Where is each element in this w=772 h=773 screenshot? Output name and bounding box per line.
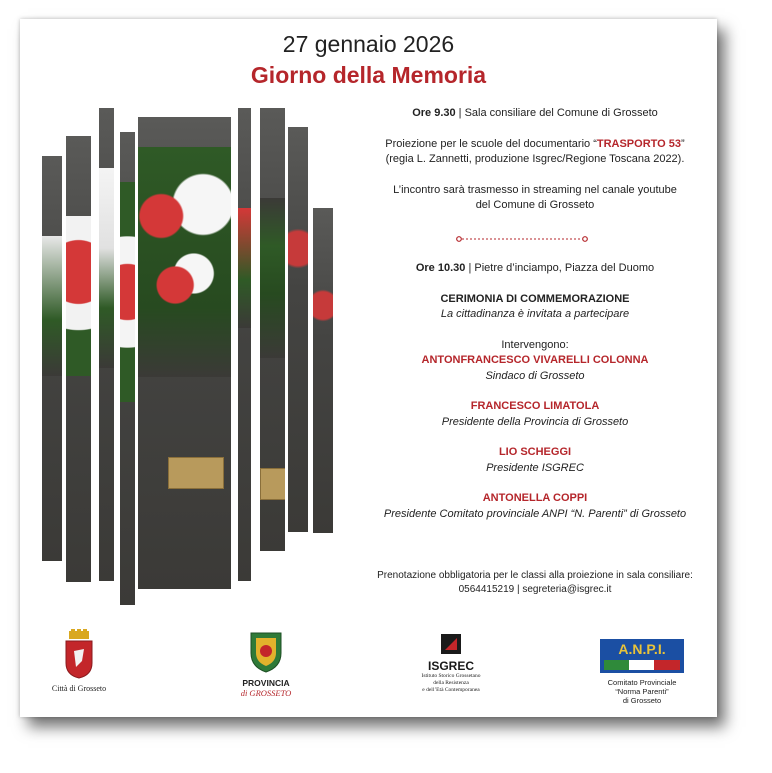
event2-block (360, 261, 710, 522)
event1-block (360, 106, 710, 214)
provincia-logo (226, 629, 306, 698)
anpi-name: A.N.P.I. (618, 641, 666, 657)
event2-place: Pietre d’inciampo, Piazza del Duomo (474, 262, 655, 274)
event2-time: Ore 10.30 (415, 262, 466, 274)
event2-time-line: Ore 10.30 | Pietre d’inciampo, Piazza del Duomo (415, 262, 655, 274)
photo-strip (260, 108, 285, 551)
booking-contact: 0564415219 | segreteria@isgrec.it (458, 584, 612, 595)
event1-place: Sala consiliare del Comune di Grosseto (464, 107, 658, 119)
provincia-crest-icon (247, 629, 285, 673)
isgrec-mark-icon (441, 634, 461, 654)
film-title: TRASPORTO 53 (596, 137, 682, 150)
isgrec-name: ISGREC (427, 659, 474, 673)
anpi-sub-2: “Norma Parenti” (615, 687, 669, 696)
event1-time: Ore 9.30 (412, 107, 456, 119)
projection-text: Proiezione per le scuole del documentario “ (385, 137, 597, 150)
speaker-name: LIO SCHEGGI (498, 446, 572, 458)
stream-line-1: L’incontro sarà trasmesso in streaming nel canale youtube (393, 183, 677, 196)
photo-strip (238, 108, 251, 581)
speaker-role: Sindaco di Grosseto (485, 369, 585, 382)
ceremony-heading: CERIMONIA DI COMMEMORAZIONE (440, 292, 630, 305)
anpi-sub-3: di Grosseto (622, 696, 662, 705)
photo-strip (42, 156, 62, 561)
poster-title: Giorno della Memoria (250, 62, 487, 88)
grosseto-logo (44, 629, 114, 693)
projection-line (360, 137, 710, 153)
photo-strip (99, 108, 114, 581)
anpi-logo (597, 639, 687, 705)
booking-line-1: Prenotazione obbligatoria per le classi alla proiezione in sala consiliare: (377, 570, 693, 581)
photo-strip (288, 127, 308, 532)
speaker-role: Presidente ISGREC (486, 461, 584, 474)
stream-line-2: del Comune di Grosseto (475, 199, 595, 211)
speaker-role: Presidente della Provincia di Grosseto (441, 415, 629, 428)
invite-text: La cittadinanza è invitata a partecipare (440, 308, 630, 320)
provincia-label-1: PROVINCIA (242, 678, 290, 688)
grosseto-crest-icon (63, 629, 95, 679)
anpi-flag-icon (604, 660, 680, 670)
booking-info (360, 569, 710, 597)
photo-strip (66, 136, 91, 582)
anpi-badge (600, 639, 684, 673)
isgrec-sub-2: della Resistenza (433, 680, 469, 686)
event-date: 27 gennaio 2026 (282, 31, 455, 57)
speaker-name: ANTONELLA COPPI (482, 492, 588, 504)
isgrec-logo (406, 634, 496, 694)
isgrec-sub-1: Istituto Storico Grossetano (421, 673, 481, 679)
event1-time-line: Ore 9.30 | Sala consiliare del Comune di Grosseto (412, 107, 658, 119)
grosseto-label: Città di Grosseto (51, 684, 107, 693)
speaker-name: ANTONFRANCESCO VIVARELLI COLONNA (421, 354, 649, 366)
speaker-role: Presidente Comitato provinciale ANPI “N. Parenti” di Grosseto (383, 507, 687, 520)
projection-quote: ” (681, 137, 685, 150)
photo-strip (138, 117, 231, 589)
dotted-divider (456, 236, 588, 242)
provincia-label-2: di GROSSETO (240, 688, 292, 698)
isgrec-sub-3: e dell’Età Contemporanea (422, 687, 480, 693)
photo-strip (313, 208, 333, 533)
photo-strip (120, 132, 135, 605)
speakers-label: Intervengono: (501, 338, 569, 351)
film-credits: (regia L. Zannetti, produzione Isgrec/Regione Toscana 2022). (385, 153, 685, 165)
anpi-sub-1: Comitato Provinciale (607, 678, 677, 687)
poster (20, 19, 717, 717)
speaker-name: FRANCESCO LIMATOLA (470, 400, 600, 412)
